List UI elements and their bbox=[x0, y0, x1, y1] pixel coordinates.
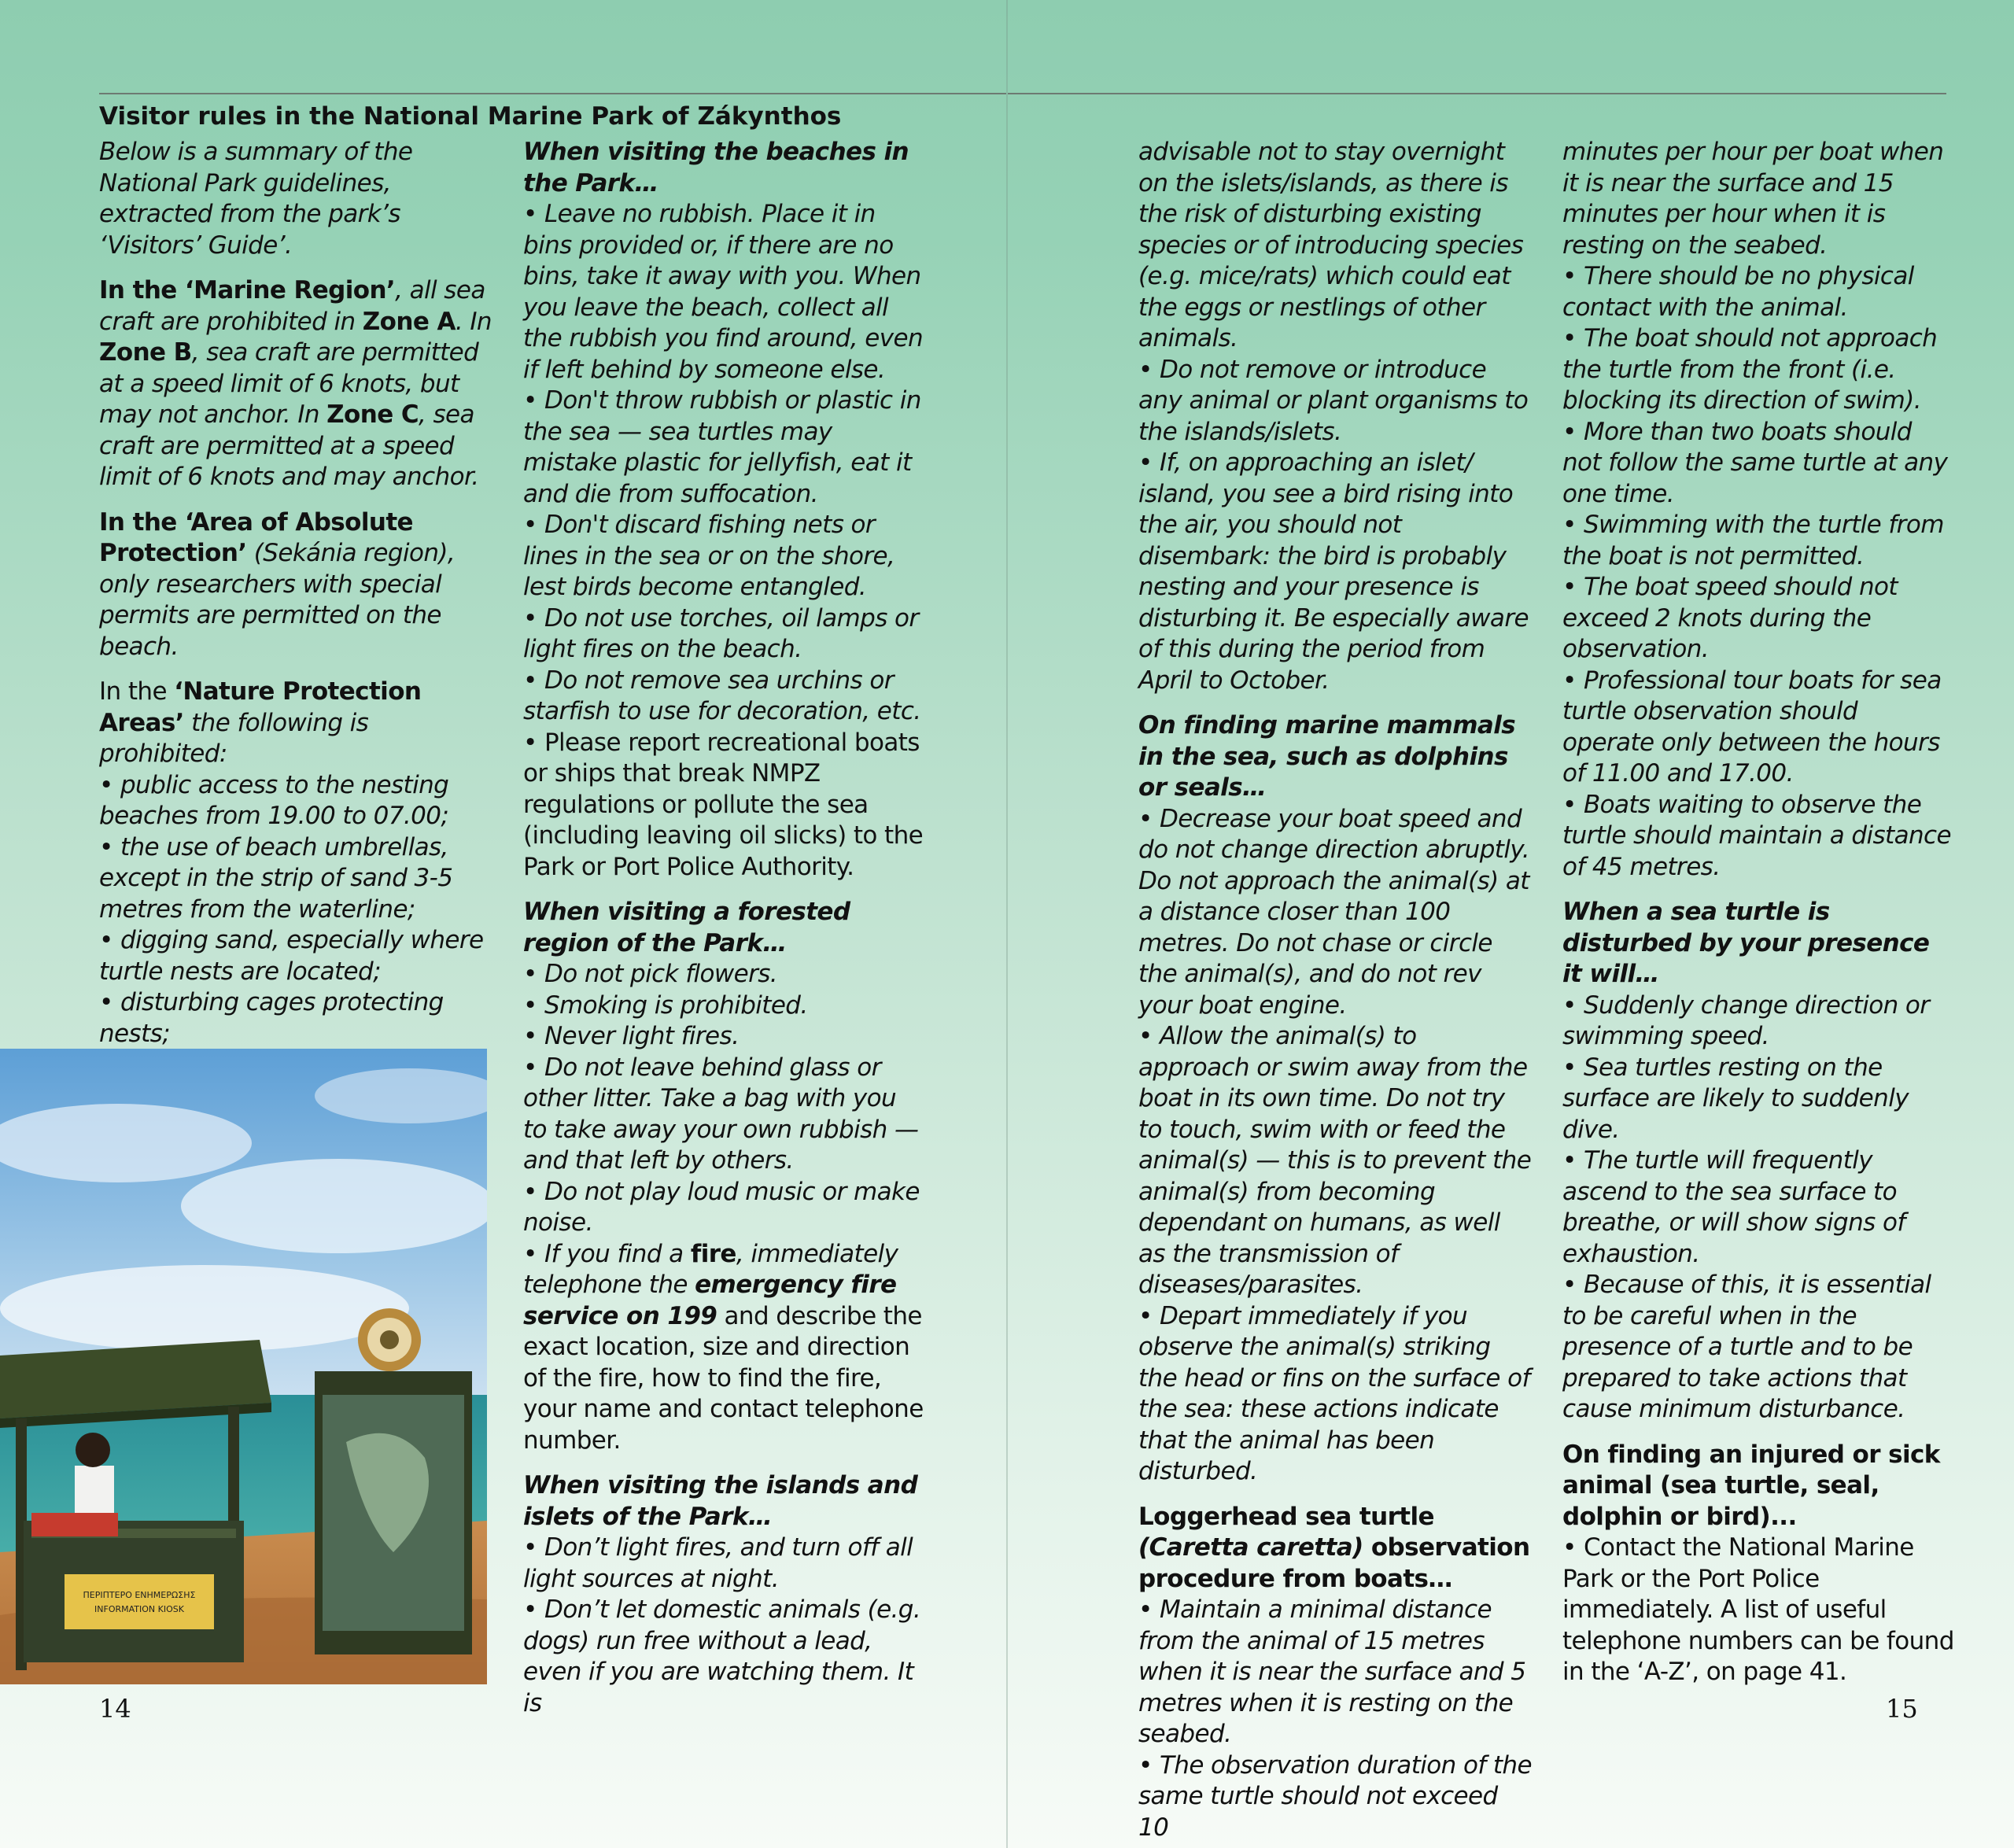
list-item: • Swimming with the turtle from the boat is not permitted. bbox=[1562, 511, 1944, 570]
disturbed-heading: When a sea turtle is disturbed by your presence it will… bbox=[1562, 898, 1930, 988]
list-item: • Don’t light fires, and turn off all light sources at night. bbox=[523, 1533, 913, 1593]
loggerhead-heading: Loggerhead sea turtle (Caretta caretta) observation procedure from boats… bbox=[1138, 1502, 1530, 1593]
list-item: • Never light fires. bbox=[523, 1022, 740, 1050]
list-item: • The boat speed should not exceed 2 knots during the observation. bbox=[1562, 573, 1898, 663]
continued-paragraph: advisable not to stay overnight on the islets/islands, as there is the risk of disturbing existing species or of introducing species (e.g. mice/rats) which could eat the eggs or nestlings of other animals. bbox=[1138, 138, 1524, 352]
list-item: • Decrease your boat speed and do not change direction abruptly. Do not approach the animal(s) at a distance closer than 100 metres. Do not chase or circle the animal(s), and do not rev your boat engine. bbox=[1138, 804, 1529, 1020]
list-item: • The turtle will frequently ascend to the sea surface to breathe, or will show signs of exhaustion. bbox=[1562, 1146, 1905, 1268]
intro-paragraph: Below is a summary of the National Park guidelines, extracted from the park’s ‘Visitors’ Guide’. bbox=[99, 138, 413, 260]
list-item: • There should be no physical contact with the animal. bbox=[1562, 262, 1914, 322]
list-item: • Do not pick flowers. bbox=[523, 960, 778, 988]
list-item: • Boats waiting to observe the turtle should maintain a distance of 45 metres. bbox=[1562, 790, 1951, 881]
list-item: • Depart immediately if you observe the animal(s) striking the head or fins on the surface of the sea: these actions indicate that the animal has been disturbed. bbox=[1138, 1301, 1530, 1485]
list-item: • Don’t let domestic animals (e.g. dogs) run free without a lead, even if you are watching them. It is bbox=[523, 1595, 921, 1717]
header-rule-left bbox=[99, 93, 1006, 94]
list-item: • Sea turtles resting on the surface are likely to suddenly dive. bbox=[1562, 1053, 1909, 1144]
list-item: • Smoking is prohibited. bbox=[523, 990, 808, 1020]
header-rule-right bbox=[1008, 93, 1946, 94]
list-item: • Do not remove or introduce any animal or plant organisms to the islands/islets. bbox=[1138, 355, 1529, 446]
mammals-heading: On finding marine mammals in the sea, such as dolphins or seals… bbox=[1138, 711, 1516, 802]
beaches-heading: When visiting the beaches in the Park… bbox=[523, 138, 909, 197]
column-4 bbox=[1562, 137, 1956, 1688]
information-kiosk-photo bbox=[0, 1049, 487, 1684]
list-item: • disturbing cages protecting nests; bbox=[99, 988, 444, 1048]
kiosk-sign-greek: ΠΕΡΙΠΤΕΡΟ ΕΝΗΜΕΡΩΣΗΣ bbox=[83, 1590, 196, 1600]
column-1 bbox=[99, 137, 492, 1174]
list-item: • The observation duration of the same turtle should not exceed 10 bbox=[1138, 1750, 1532, 1842]
column-3 bbox=[1138, 137, 1532, 1843]
list-item: • digging sand, especially where turtle nests are located; bbox=[99, 926, 484, 986]
marine-region-paragraph: In the ‘Marine Region’, all sea craft are prohibited in Zone A. In Zone B, sea craft are permitted at a speed limit of 6 knots, but may not anchor. In Zone C, sea craft are permitted at a speed limit of 6 knots and may anchor. bbox=[99, 276, 492, 491]
page-title: Visitor rules in the National Marine Park of Zákynthos bbox=[99, 102, 842, 131]
page-number-right: 15 bbox=[1886, 1694, 1918, 1724]
list-item: • Do not play loud music or make noise. bbox=[523, 1177, 920, 1237]
list-item: • Because of this, it is essential to be careful when in the presence of a turtle and to be prepared to take actions that cause minimum disturbance. bbox=[1562, 1271, 1931, 1423]
list-item: • Please report recreational boats or ships that break NMPZ regulations or pollute the sea (including leaving oil slicks) to the Park or Port Police Authority. bbox=[523, 728, 924, 881]
list-item: • If, on approaching an islet/ island, you see a bird rising into the air, you should not disembark: the bird is probably nesting and your presence is disturbing it. Be especially aware of this during the period from April to October. bbox=[1138, 448, 1529, 695]
list-item: • The boat should not approach the turtle from the front (i.e. blocking its direction of swim). bbox=[1562, 324, 1938, 415]
page-number-left: 14 bbox=[99, 1694, 131, 1724]
nature-protection-paragraph: In the ‘Nature Protection Areas’ the following is prohibited: bbox=[99, 677, 422, 768]
kiosk-sign-english: INFORMATION KIOSK bbox=[94, 1604, 184, 1614]
list-item: • Suddenly change direction or swimming speed. bbox=[1562, 990, 1930, 1050]
forest-heading: When visiting a forested region of the Park… bbox=[523, 898, 850, 957]
list-item: • Maintain a minimal distance from the animal of 15 metres when it is near the surface and 5 metres when it is resting on the seabed. bbox=[1138, 1595, 1526, 1748]
column-2 bbox=[523, 137, 924, 1719]
list-item: • Don't discard fishing nets or lines in the sea or on the shore, lest birds become entangled. bbox=[523, 511, 895, 601]
list-item: • Do not use torches, oil lamps or light fires on the beach. bbox=[523, 603, 919, 663]
list-item: • the use of beach umbrellas, except in the strip of sand 3-5 metres from the waterline; bbox=[99, 832, 453, 924]
continued-paragraph: minutes per hour per boat when it is near the surface and 15 minutes per hour when it is resting on the seabed. bbox=[1562, 138, 1944, 260]
list-item: • public access to the nesting beaches from 19.00 to 07.00; bbox=[99, 770, 449, 830]
page-spine bbox=[1006, 0, 1008, 1848]
injured-heading: On finding an injured or sick animal (sea turtle, seal, dolphin or bird)... bbox=[1562, 1440, 1940, 1531]
list-item: • Leave no rubbish. Place it in bins provided or, if there are no bins, take it away with you. When you leave the beach, collect all the rubbish you find around, even if left behind by someone else. bbox=[523, 200, 923, 384]
list-item: • More than two boats should not follow the same turtle at any one time. bbox=[1562, 417, 1948, 508]
list-item: • Do not leave behind glass or other litter. Take a bag with you to take away your own rubbish — and that left by others. bbox=[523, 1053, 919, 1175]
islands-heading: When visiting the islands and islets of the Park… bbox=[523, 1471, 918, 1531]
list-item: • Contact the National Marine Park or the Port Police immediately. A list of useful telephone numbers can be found in the ‘A-Z’, on page 41. bbox=[1562, 1533, 1954, 1686]
list-item: • Allow the animal(s) to approach or swim away from the boat in its own time. Do not try to touch, swim with or feed the animal(s) — this is to prevent the animal(s) from becoming dependant on humans, as well as the transmission of diseases/parasites. bbox=[1138, 1022, 1532, 1299]
absolute-protection-paragraph: In the ‘Area of Absolute Protection’ (Sekánia region), only researchers with special permits are permitted on the beach. bbox=[99, 507, 456, 661]
list-item: • Don't throw rubbish or plastic in the sea — sea turtles may mistake plastic for jellyfish, eat it and die from suffocation. bbox=[523, 386, 921, 508]
fire-item: • If you find a fire, immediately telephone the emergency fire service on 199 and describe the exact location, size and direction of the fire, how to find the fire, your name and contact telephone number. bbox=[523, 1239, 924, 1455]
list-item: • Professional tour boats for sea turtle observation should operate only between the hours of 11.00 and 17.00. bbox=[1562, 666, 1942, 788]
list-item: • Do not remove sea urchins or starfish to use for decoration, etc. bbox=[523, 666, 921, 725]
